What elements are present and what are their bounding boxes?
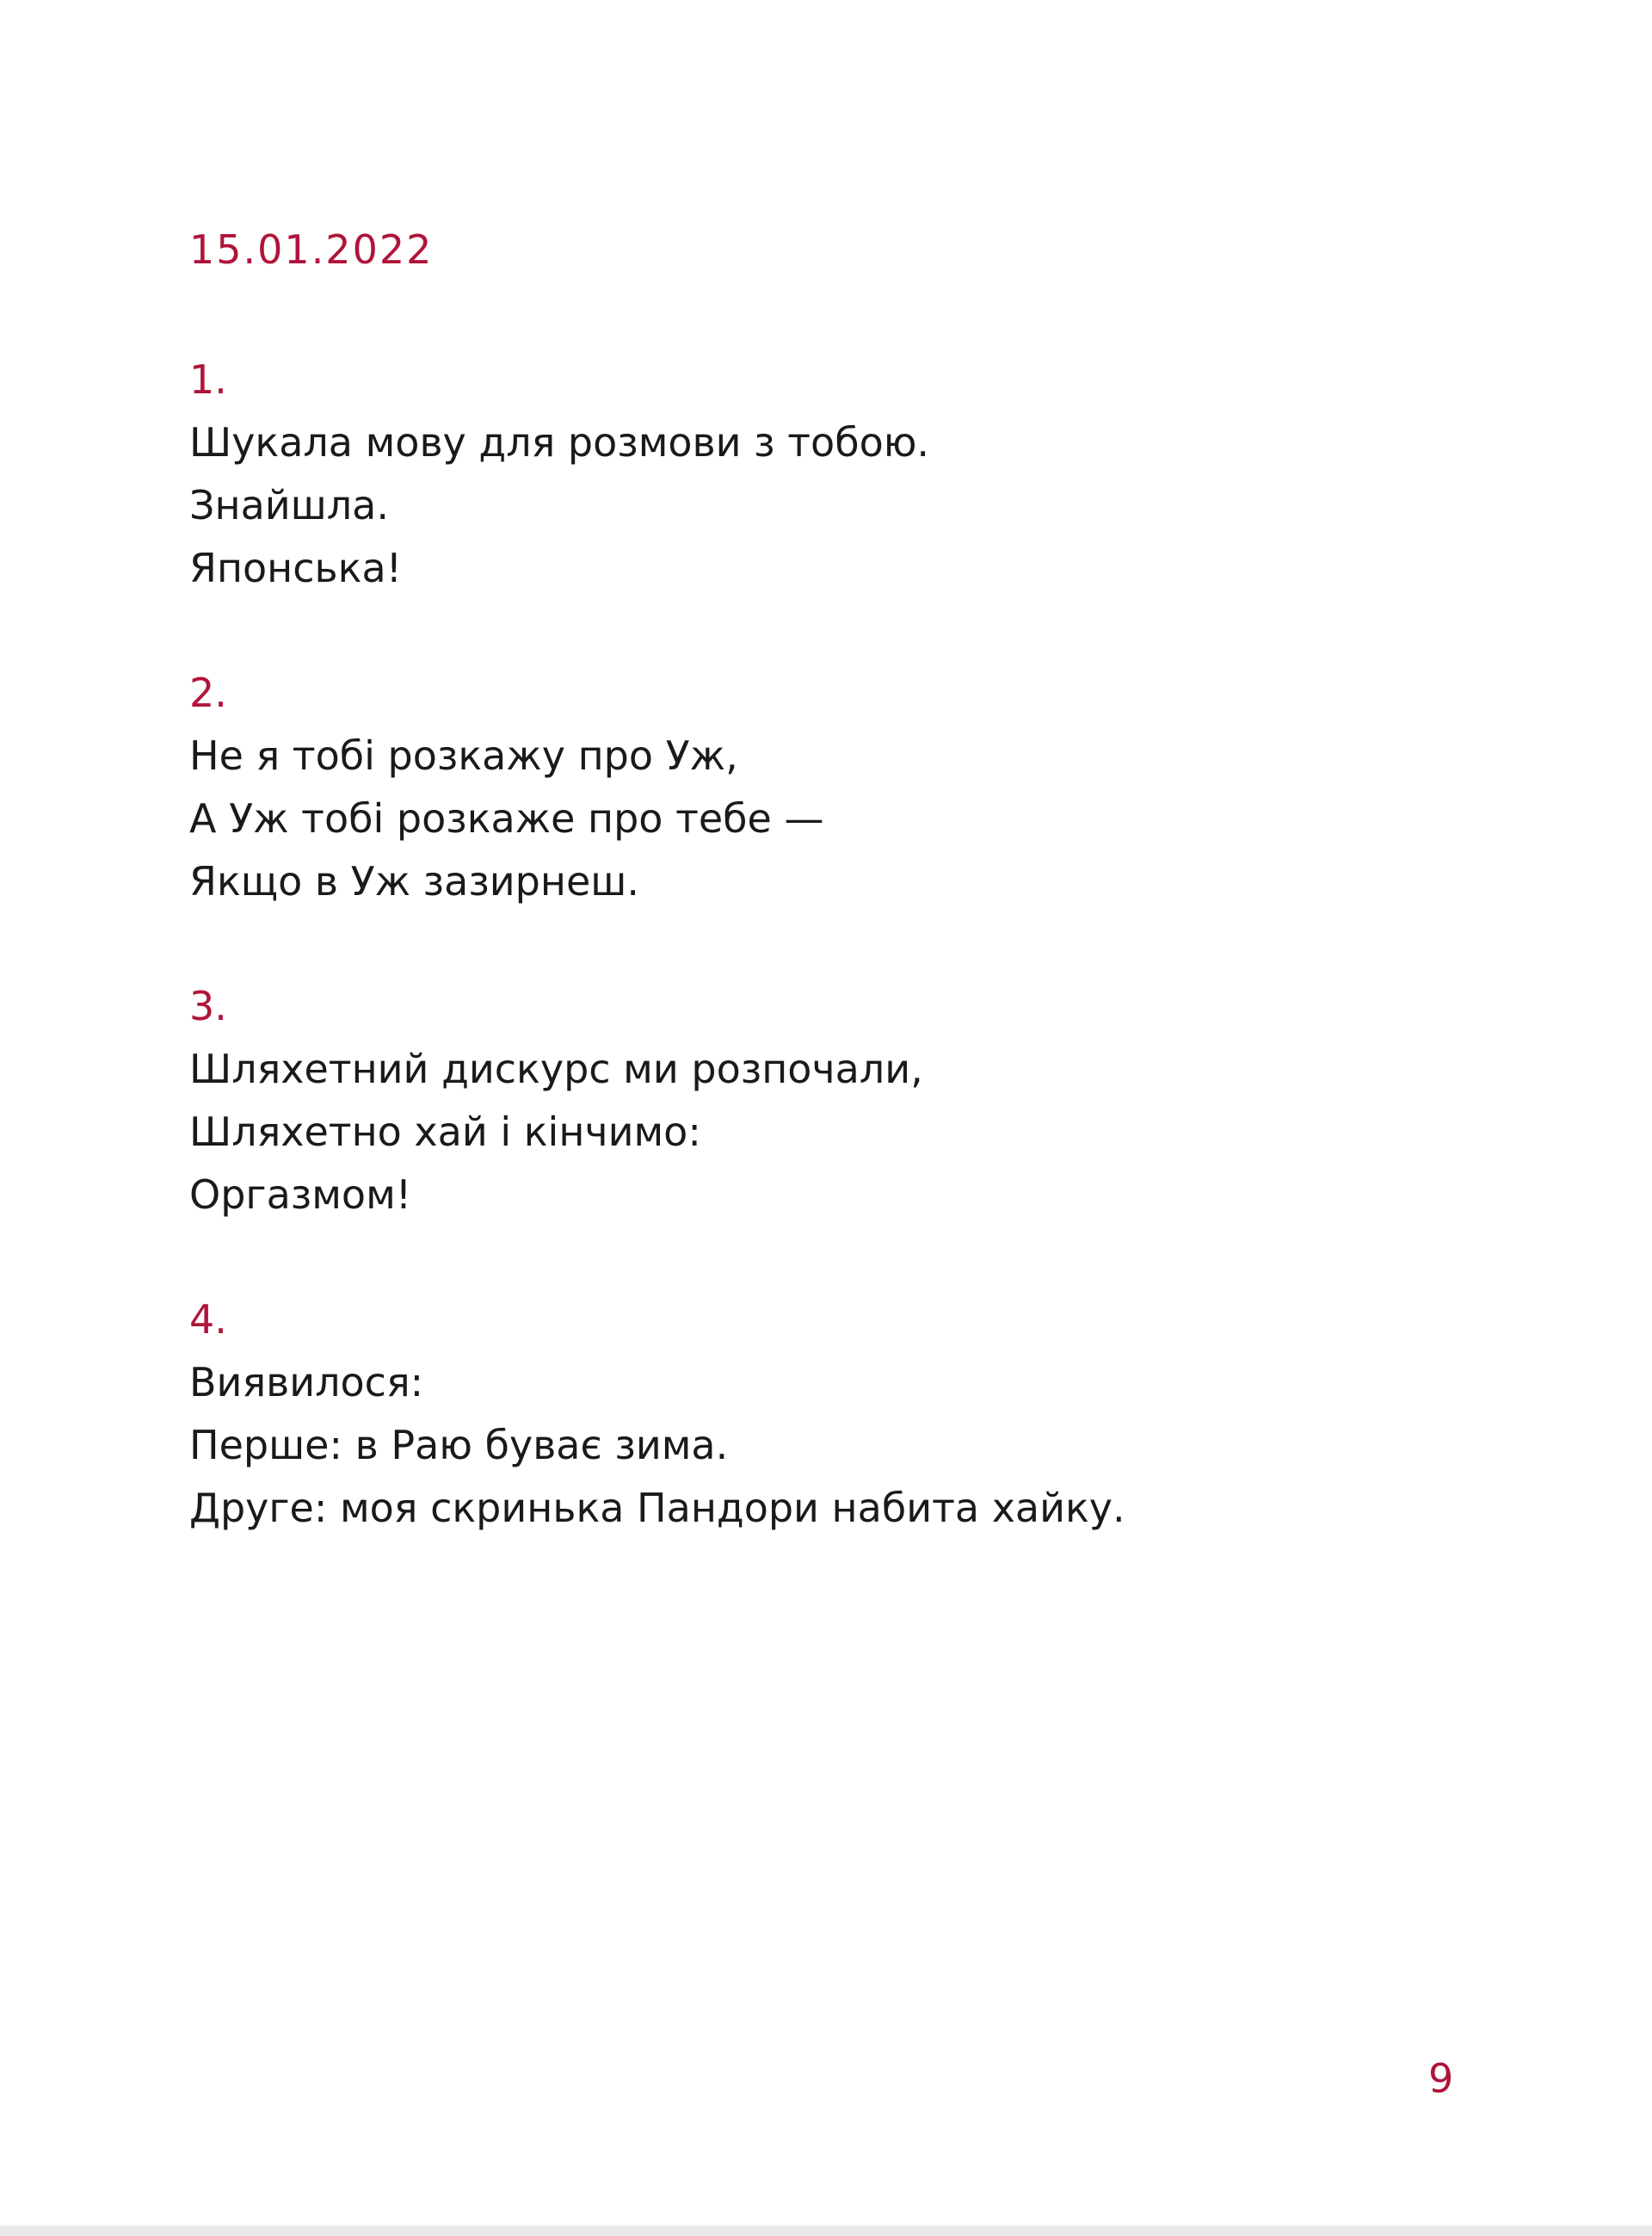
poem-line: Перше: в Раю буває зима. bbox=[189, 1422, 729, 1468]
page-content bbox=[189, 219, 1480, 1602]
poem-line: Шукала мову для розмови з тобою. bbox=[189, 419, 930, 466]
poem-line: Шляхетний дискурс ми розпочали, bbox=[189, 1046, 923, 1092]
poem-line: А Уж тобі розкаже про тебе — bbox=[189, 795, 824, 842]
poem-number: 2. bbox=[189, 670, 227, 716]
poem-line: Знайшла. bbox=[189, 482, 389, 528]
page-number: 9 bbox=[1428, 2055, 1454, 2102]
poem-line: Шляхетно хай і кінчимо: bbox=[189, 1109, 701, 1155]
poem-line: Оргазмом! bbox=[189, 1171, 412, 1218]
entry-date: 15.01.2022 bbox=[189, 226, 434, 273]
poem-line: Якщо в Уж зазирнеш. bbox=[189, 858, 639, 905]
page-bottom-edge bbox=[0, 2226, 1652, 2236]
poem-line: Виявилося: bbox=[189, 1359, 424, 1405]
poem-line: Друге: моя скринька Пандори набита хайку. bbox=[189, 1485, 1125, 1531]
poem-number: 4. bbox=[189, 1296, 227, 1343]
poem-number: 3. bbox=[189, 983, 227, 1029]
poem-line: Японська! bbox=[189, 545, 403, 591]
poem-line: Не я тобі розкажу про Уж, bbox=[189, 732, 738, 779]
poem-1 bbox=[189, 349, 1480, 600]
poem-2 bbox=[189, 662, 1480, 913]
poem-4 bbox=[189, 1288, 1480, 1540]
poem-number: 1. bbox=[189, 356, 227, 403]
poem-3 bbox=[189, 975, 1480, 1226]
